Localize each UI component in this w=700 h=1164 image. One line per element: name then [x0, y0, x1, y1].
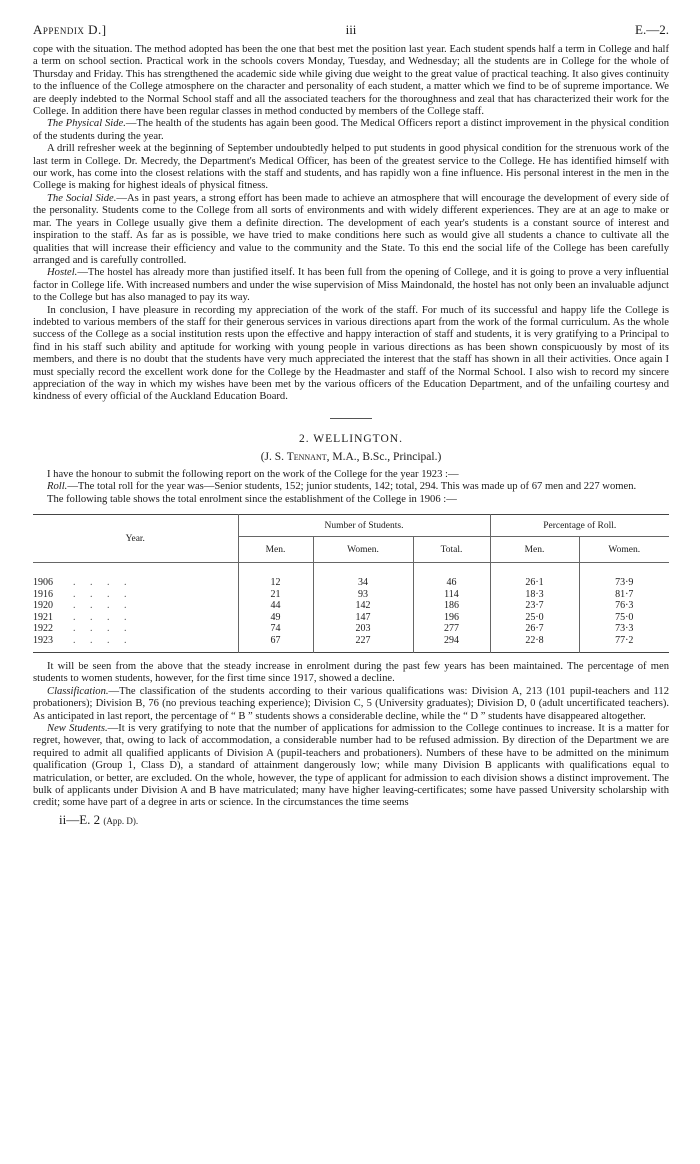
paragraph-text: A drill refresher week at the beginning of September undoubtedly helped to put students in good physical condition for the strenuous work of the last term in College. Dr. Mecredy, the Department's Medical Officer, has been of the greatest service to the College. He has identified himself with our work, has come into the closest relations with the staff and students, and has rapidly won a fine influence. His personal interest in the men in the College is making for highest ideals of physical fitness. [33, 143, 669, 192]
cell-year [33, 563, 238, 589]
paragraph [33, 44, 669, 118]
enrolment-table [33, 514, 669, 653]
cell-pmen: 22·8 [490, 635, 579, 653]
header-document-code: E.—2. [635, 22, 669, 37]
paragraph-text: —It is very gratifying to note that the number of applications for admission to the College continues to increase. It is a matter for regret, however, that, owing to lack of accommodation, a considerable number had to be refused admission. By direction of the Department we are required to admit all qualified applicants of Division A (pupil-teachers and probationers). Numbers of these have to be admitted on the minimum qualification (Group 1, Class D), a standard of attainment dangerously low; while many Division B applicants with qualifications equal to matriculation, or better, are excluded. On the whole, however, the type of applicant for admission to each division shows a distinct improvement. The bulk of applicants under Division A and B have matriculated; many have higher leaving-certificates; some have passed University scholarship with credit; some have part of a degree in arts or science. In the circumstances the time seems [33, 723, 669, 809]
table-row [33, 623, 669, 635]
cell-men: 12 [238, 563, 313, 589]
cell-year [33, 623, 238, 635]
paragraph [33, 469, 669, 481]
paragraph-text: I have the honour to submit the following report on the work of the College for the year 1923 :— [47, 468, 459, 480]
leader-dots: . . . . [73, 577, 133, 588]
cell-men: 44 [238, 600, 313, 612]
table-body [33, 563, 669, 653]
cell-men: 49 [238, 612, 313, 624]
cell-pmen: 26·7 [490, 623, 579, 635]
cell-women: 227 [313, 635, 413, 653]
document-page [33, 22, 669, 828]
cell-women: 34 [313, 563, 413, 589]
cell-pwomen: 75·0 [579, 612, 669, 624]
paragraph-text: The following table shows the total enrolment since the establishment of the College in 1906 :— [47, 493, 457, 505]
leader-dots: . . . . [73, 600, 133, 611]
cell-pmen: 26·1 [490, 563, 579, 589]
header-appendix: Appendix D.] [33, 22, 107, 37]
paragraph-text: —The total roll for the year was—Senior students, 152; junior students, 142; total, 294. This was made up of 67 men and 227 women. [67, 481, 637, 493]
paragraph-text: cope with the situation. The method adopted has been the one that best met the position last year. Each student spends half a term in College and half a term on school section. Practical work in the schools covers Monday, Tuesday, and Wednesday; all the students are in College for the whole of Thursday and Friday. This has strengthened the academic side while giving due weight to the great value of practical teaching. It also gives continuity to the influence of the College atmosphere on the character and personality of each student, a matter which we find to be of supreme importance. We are deeply indebted to the Normal School staff and all the associated teachers for the thoroughness and zeal that has characterized their work for the College. In addition there have been regular classes in method conducted by members of the College staff. [33, 44, 669, 118]
cell-total: 294 [413, 635, 490, 653]
footer-signature: ii—E. 2 [59, 811, 101, 827]
leader-dots: . . . . [73, 611, 133, 623]
paragraph [33, 686, 669, 723]
footer-appendix: (App. D). [103, 815, 139, 826]
cell-pwomen: 73·3 [579, 623, 669, 635]
body-bottom [33, 661, 669, 810]
body-mid [33, 469, 669, 506]
cell-pmen: 25·0 [490, 612, 579, 624]
cell-total: 186 [413, 600, 490, 612]
paragraph [33, 267, 669, 304]
paragraph-text: In conclusion, I have pleasure in recording my appreciation of the work of the staff. For much of its successful and happy life the College is indebted to various members of the staff for their generous services in various directions apart from the work of the formal curriculum. As the whole success of the College as a social institution rests upon the effective and happy interaction of staff and students, it is very gratifying to a Principal to find in his staff such ability and aptitude for working with young people in various directions as has been shown conspicuously by most of its members, and there is no doubt that the students have very much appreciated the interest that the staff has shown in all their activities. Once again I must specially record the excellent work done for the College by the Headmaster and staff of the Normal School. I also wish to record my sincere appreciation of the way in which my wishes have been met by the various officers of the Education Department, and of the unfailing courtesy and kindness of every official of the Auckland Education Board. [33, 304, 669, 403]
principal-rest: , M.A., B.Sc., Principal.) [326, 450, 442, 463]
col-women-header: Women. [313, 537, 413, 563]
col-total-header: Total. [413, 537, 490, 563]
paragraph [33, 481, 669, 493]
year-value: 1916 [33, 588, 53, 600]
group-percent-header: Percentage of Roll. [490, 515, 669, 537]
body-top [33, 44, 669, 404]
header-page-number: iii [345, 22, 357, 37]
cell-women: 142 [313, 600, 413, 612]
col-pmen-header: Men. [490, 537, 579, 563]
cell-women: 203 [313, 623, 413, 635]
paragraph [33, 143, 669, 193]
principal-open: ( [260, 450, 265, 463]
cell-year [33, 589, 238, 601]
year-value: 1920 [33, 600, 53, 611]
paragraph-lead: Classification. [47, 685, 109, 697]
paragraph-text: It will be seen from the above that the steady increase in enrolment during the past few years has been maintained. The percentage of men students to women students, however, for the first time since 1917, showed a decline. [33, 661, 669, 685]
cell-year [33, 612, 238, 624]
paragraph-lead: Hostel. [47, 267, 78, 279]
cell-total: 277 [413, 623, 490, 635]
section-title: 2. WELLINGTON. [299, 432, 403, 445]
section-principal [33, 451, 669, 463]
cell-men: 21 [238, 589, 313, 601]
table-row [33, 563, 669, 589]
group-students-header: Number of Students. [238, 515, 490, 537]
paragraph [33, 494, 669, 506]
table-row [33, 612, 669, 624]
table-row [33, 589, 669, 601]
paragraph-text: —The classification of the students according to their various qualifications was: Division A, 213 (101 pupil-teachers and 112 probationers); Division B, 76 (no previous teaching experience); Division C, 5 (University graduates); Division D, 0 (adult uncertificated teachers). As anticipated in last report, the percentage of “ B ” students shows a considerable decline, while the “ D ” students have disappeared altogether. [33, 685, 669, 722]
cell-pwomen: 77·2 [579, 635, 669, 653]
cell-pmen: 18·3 [490, 589, 579, 601]
paragraph [33, 193, 669, 267]
page-header [33, 22, 669, 44]
cell-pwomen: 81·7 [579, 589, 669, 601]
cell-total: 46 [413, 563, 490, 589]
leader-dots: . . . . [73, 623, 133, 634]
cell-women: 93 [313, 589, 413, 601]
paragraph-text: —The hostel has already more than justified itself. It has been full from the opening of College, and it is going to prove a very influential factor in College life. With increased numbers and under the wise supervision of Miss Maindonald, the hostel has not only been an invaluable adjunct to the College but has also managed to pay its way. [33, 267, 669, 304]
cell-total: 114 [413, 589, 490, 601]
section-divider [330, 418, 372, 419]
page-footer [33, 812, 669, 828]
paragraph-text: —The health of the students has again been good. The Medical Officers report a distinct improvement in the physical condition of the students during the year. [33, 118, 669, 142]
year-value: 1923 [33, 634, 53, 646]
cell-year [33, 600, 238, 612]
cell-pwomen: 73·9 [579, 563, 669, 589]
cell-pmen: 23·7 [490, 600, 579, 612]
paragraph [33, 118, 669, 143]
paragraph-lead: The Social Side. [47, 192, 117, 204]
year-value: 1921 [33, 611, 53, 623]
cell-total: 196 [413, 612, 490, 624]
col-pwomen-header: Women. [579, 537, 669, 563]
paragraph-lead: Roll. [47, 481, 68, 493]
cell-men: 67 [238, 635, 313, 653]
paragraph-text: —As in past years, a strong effort has been made to achieve an atmosphere that will encourage the development of every side of the personality. Students come to the College from all sorts of environments and with widely different experiences. They are at an age to make or mar. The years in College usually give them a definite direction. The development of each year's students is a constant source of interest and inspiration to the staff. As far as is possible, we have tried to make conditions here such as would give all students a chance to cultivate all the qualities that will increase their efficiency and value to the community and the State. To this end the social life of the College has been carefully arranged and is carefully controlled. [33, 192, 669, 266]
paragraph-lead: New Students. [47, 723, 108, 735]
year-value: 1906 [33, 577, 53, 588]
table-row [33, 635, 669, 653]
paragraph [33, 661, 669, 686]
paragraph [33, 723, 669, 810]
year-value: 1922 [33, 623, 53, 634]
leader-dots: . . . . [73, 588, 133, 600]
principal-name: J. S. Tennant [264, 450, 327, 463]
paragraph [33, 305, 669, 404]
table-row [33, 600, 669, 612]
col-men-header: Men. [238, 537, 313, 563]
cell-men: 74 [238, 623, 313, 635]
cell-pwomen: 76·3 [579, 600, 669, 612]
paragraph-lead: The Physical Side. [47, 118, 126, 130]
cell-year [33, 635, 238, 653]
col-year-header: Year. [125, 533, 145, 544]
cell-women: 147 [313, 612, 413, 624]
leader-dots: . . . . [73, 634, 133, 646]
